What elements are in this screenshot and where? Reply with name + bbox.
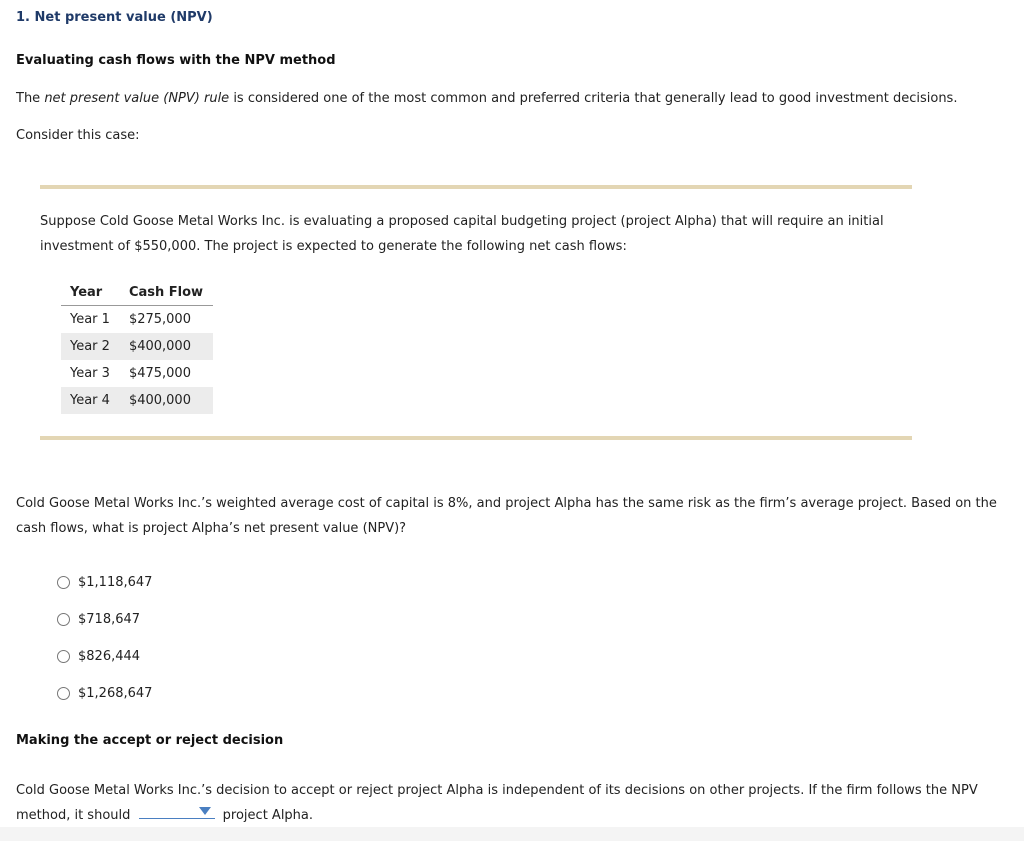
header-year: Year bbox=[61, 279, 120, 306]
answer-option-label: $826,444 bbox=[78, 649, 141, 664]
year-cell: Year 1 bbox=[70, 312, 110, 327]
answer-option[interactable] bbox=[57, 675, 152, 712]
decision-suffix: project Alpha. bbox=[222, 808, 314, 823]
intro-prefix: The bbox=[16, 91, 45, 106]
table-row bbox=[61, 360, 213, 387]
case-description bbox=[40, 209, 884, 259]
table-header-row bbox=[61, 279, 213, 306]
case-bottom-divider bbox=[40, 436, 912, 440]
answer-option[interactable] bbox=[57, 564, 152, 601]
cash-flow-table bbox=[61, 279, 213, 414]
decision-paragraph bbox=[16, 778, 978, 828]
intro-suffix: is considered one of the most common and preferred criteria that generally lead to good investment decisions. bbox=[229, 91, 958, 106]
year-cell: Year 4 bbox=[61, 387, 120, 414]
question-title: 1. Net present value (NPV) bbox=[16, 10, 213, 25]
answer-option[interactable] bbox=[57, 638, 152, 675]
consider-text: Consider this case: bbox=[16, 128, 140, 143]
question-line-1: Cold Goose Metal Works Inc.’s weighted average cost of capital is 8%, and project Alpha has the same risk as the firm’s average project. Based on the bbox=[16, 496, 997, 511]
case-top-divider bbox=[40, 185, 912, 189]
section-heading-accept-reject: Making the accept or reject decision bbox=[16, 733, 284, 748]
cash-flow-cell: $275,000 bbox=[128, 312, 191, 327]
answer-option-label: $1,118,647 bbox=[78, 575, 153, 590]
decision-line-2 bbox=[16, 803, 978, 828]
question-line-2: cash flows, what is project Alpha’s net present value (NPV)? bbox=[16, 521, 407, 536]
table-row bbox=[61, 333, 213, 360]
case-line-2: investment of $550,000. The project is expected to generate the following net cash flows: bbox=[40, 239, 627, 254]
accept-reject-dropdown[interactable] bbox=[139, 804, 215, 819]
npv-answer-options bbox=[57, 564, 152, 712]
answer-option[interactable] bbox=[57, 601, 152, 638]
cash-flow-cell: $400,000 bbox=[120, 333, 213, 360]
radio-button[interactable] bbox=[57, 613, 70, 626]
radio-button[interactable] bbox=[57, 576, 70, 589]
intro-paragraph bbox=[16, 86, 957, 111]
decision-line-1: Cold Goose Metal Works Inc.’s decision to accept or reject project Alpha is independent of its decisions on other projects. If the firm follows the NPV bbox=[16, 783, 978, 798]
cash-flow-cell: $400,000 bbox=[120, 387, 213, 414]
cash-flow-cell: $475,000 bbox=[128, 366, 191, 381]
year-cell: Year 2 bbox=[61, 333, 120, 360]
radio-button[interactable] bbox=[57, 687, 70, 700]
header-cash-flow: Cash Flow bbox=[120, 279, 213, 306]
caret-down-icon[interactable] bbox=[199, 807, 211, 815]
npv-question bbox=[16, 491, 997, 541]
case-line-1: Suppose Cold Goose Metal Works Inc. is evaluating a proposed capital budgeting project (project Alpha) that will require an initial bbox=[40, 214, 884, 229]
section-heading-evaluating: Evaluating cash flows with the NPV method bbox=[16, 53, 336, 68]
table-row bbox=[61, 387, 213, 414]
bottom-edge bbox=[0, 827, 1024, 841]
decision-prefix: method, it should bbox=[16, 808, 131, 823]
radio-button[interactable] bbox=[57, 650, 70, 663]
answer-option-label: $718,647 bbox=[78, 612, 141, 627]
table-row bbox=[61, 306, 213, 334]
npv-rule-term: net present value (NPV) rule bbox=[44, 91, 230, 106]
year-cell: Year 3 bbox=[70, 366, 110, 381]
answer-option-label: $1,268,647 bbox=[78, 686, 153, 701]
